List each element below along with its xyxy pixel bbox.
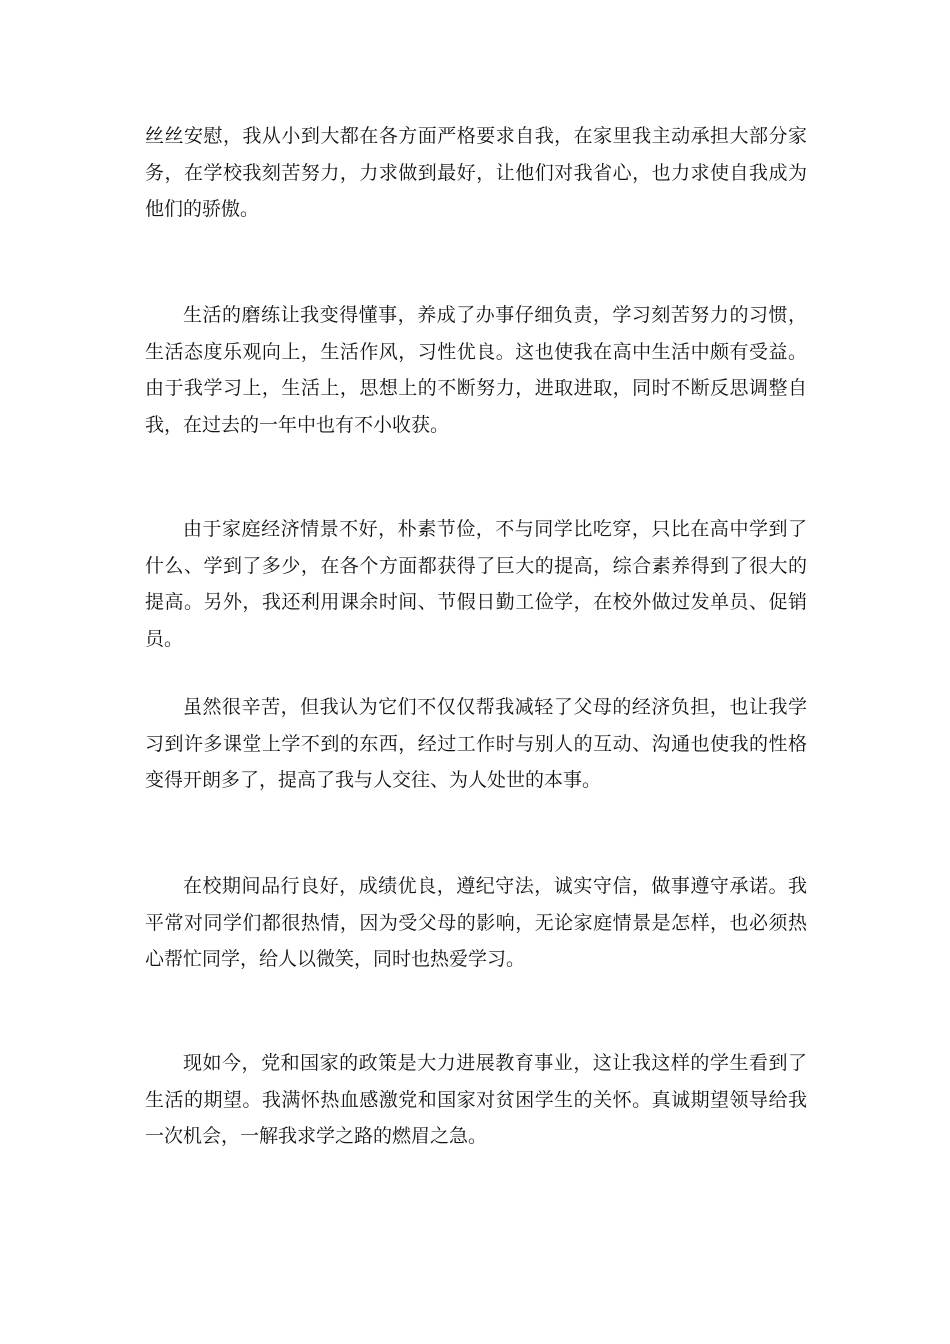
paragraph-continuation: 丝丝安慰，我从小到大都在各方面严格要求自我，在家里我主动承担大部分家务，在学校我刻苦努力，力求做到最好，让他们对我省心，也力求使自我成为他们的骄傲。 [145,125,807,220]
paragraph-school-conduct: 在校期间品行良好，成绩优良，遵纪守法，诚实守信，做事遵守承诺。我平常对同学们都很热情，因为受父母的影响，无论家庭情景是怎样，也必须热心帮忙同学，给人以微笑，同时也热爱学习。 [145,875,807,970]
paragraph-closing-request: 现如今，党和国家的政策是大力进展教育事业，这让我这样的学生看到了生活的期望。我满怀热血感激党和国家对贫困学生的关怀。真诚期望领导给我一次机会，一解我求学之路的燃眉之急。 [145,1052,807,1147]
paragraph-family-economy: 由于家庭经济情景不好，朴素节俭，不与同学比吃穿，只比在高中学到了什么、学到了多少，在各个方面都获得了巨大的提高，综合素养得到了很大的提高。另外，我还利用课余时间、节假日勤工俭学，在校外做过发单员、促销员。 [145,518,807,650]
paragraph-life-experience: 生活的磨练让我变得懂事，养成了办事仔细负责，学习刻苦努力的习惯，生活态度乐观向上，生活作风，习性优良。这也使我在高中生活中颇有受益。由于我学习上，生活上，思想上的不断努力，进取进取，同时不断反思调整自我，在过去的一年中也有不小收获。 [145,304,807,436]
paragraph-work-study: 虽然很辛苦，但我认为它们不仅仅帮我减轻了父母的经济负担，也让我学习到许多课堂上学不到的东西，经过工作时与别人的互动、沟通也使我的性格变得开朗多了，提高了我与人交往、为人处世的本事。 [145,696,807,791]
